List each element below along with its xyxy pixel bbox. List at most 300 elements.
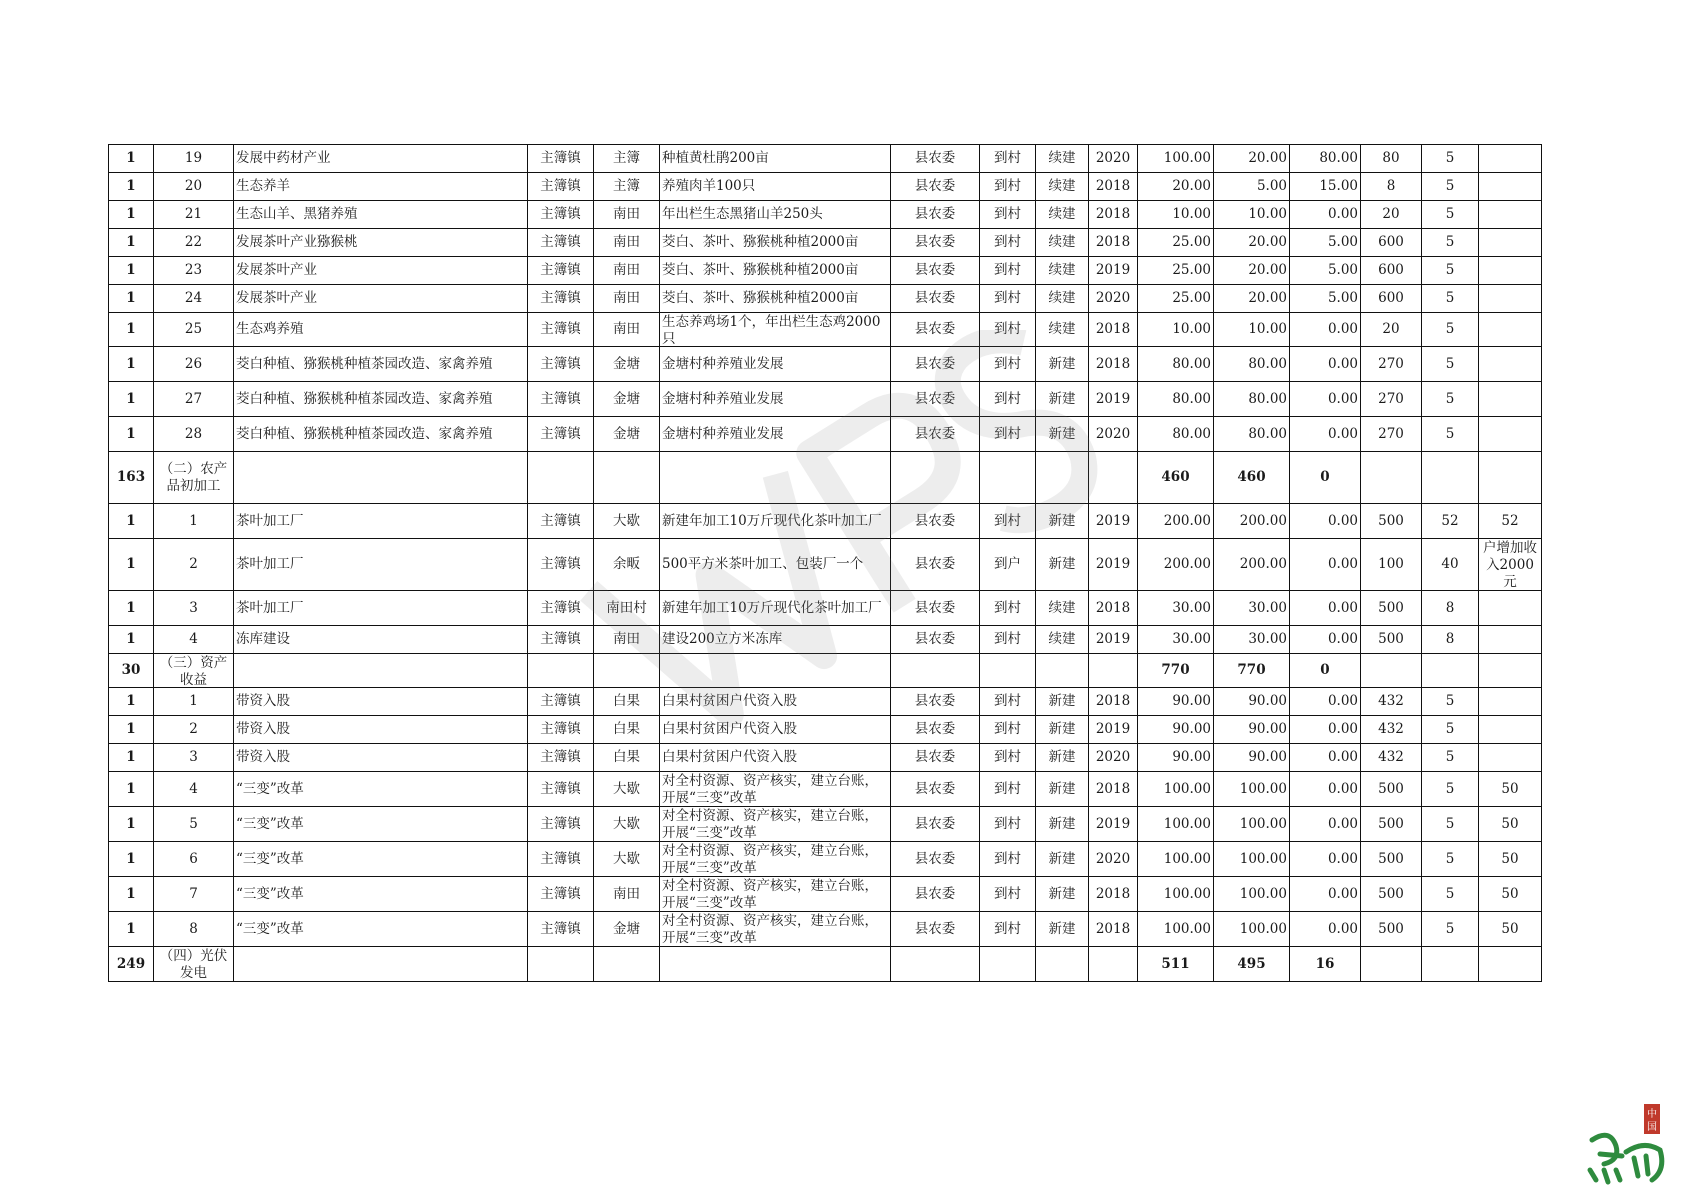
cell-text: 2020: [1095, 850, 1131, 867]
cell-seq: [154, 626, 234, 654]
cell-text: 主簿镇: [540, 721, 581, 737]
cell-text: 种植黄杜鹃200亩: [662, 150, 769, 166]
cell-town: [528, 504, 594, 539]
cell-text: 1: [126, 512, 136, 529]
cell-notes: [1479, 173, 1542, 201]
cell-status: [1036, 145, 1089, 173]
cell-text: 90.00: [1248, 749, 1287, 765]
cell-text: 5: [1445, 815, 1455, 832]
cell-target: [980, 285, 1036, 313]
cell-seq: [154, 688, 234, 716]
cell-count: [109, 539, 154, 591]
cell-count: [109, 452, 154, 504]
cell-text: 主簿: [613, 178, 640, 194]
cell-central-fund: [1214, 807, 1290, 842]
table-row: [109, 504, 1542, 539]
cell-village: [594, 688, 660, 716]
cell-count: [109, 173, 154, 201]
cell-count: [109, 912, 154, 947]
cell-count: [109, 145, 154, 173]
cell-beneficiaries: [1361, 229, 1422, 257]
cell-town: [528, 912, 594, 947]
cell-village: [594, 591, 660, 626]
cell-status: [1036, 842, 1089, 877]
cell-text: 1: [189, 512, 198, 529]
cell-text: 新建: [1048, 780, 1076, 797]
cell-text: 0.00: [1327, 850, 1358, 867]
cell-text: 460: [1237, 469, 1266, 485]
cell-poor-households: [1422, 877, 1479, 912]
cell-other-fund: [1290, 201, 1361, 229]
cell-department: [891, 145, 980, 173]
cell-text: 5.00: [1327, 262, 1358, 278]
cell-poor-households: [1422, 504, 1479, 539]
cell-text: 80.00: [1172, 425, 1211, 442]
cell-text: 200.00: [1163, 556, 1211, 572]
cell-text: 432: [1378, 693, 1404, 709]
cell-department: [891, 716, 980, 744]
cell-content: [660, 772, 891, 807]
cell-text: 15.00: [1319, 178, 1358, 194]
cell-text: 主簿镇: [540, 631, 581, 647]
cell-status: [1036, 417, 1089, 452]
cell-text: 县农委: [914, 780, 956, 797]
cell-total-investment: [1138, 626, 1214, 654]
cell-content: [660, 654, 891, 688]
cell-text: 2020: [1095, 150, 1131, 166]
cell-text: 茭白、茶叶、猕猴桃种植2000亩: [662, 290, 859, 306]
cell-text: 续建: [1048, 178, 1076, 194]
cell-notes: [1479, 257, 1542, 285]
cell-total-investment: [1138, 716, 1214, 744]
cell-poor-households: [1422, 257, 1479, 285]
cell-text: 2018: [1095, 885, 1131, 902]
cell-text: 0.00: [1327, 599, 1358, 616]
cell-year: [1089, 539, 1138, 591]
cell-department: [891, 201, 980, 229]
cell-text: 100.00: [1163, 780, 1211, 797]
cell-department: [891, 744, 980, 772]
cell-text: 主簿镇: [540, 234, 581, 250]
table-row: [109, 201, 1542, 229]
cell-text: 新建年加工10万斤现代化茶叶加工厂: [662, 512, 882, 529]
table-row: [109, 347, 1542, 382]
cell-village: [594, 772, 660, 807]
cell-text: 主簿镇: [540, 206, 581, 222]
cell-town: [528, 145, 594, 173]
cell-text: 新建: [1048, 425, 1076, 442]
cell-text: 3: [189, 749, 198, 765]
cell-text: 5: [1445, 178, 1455, 194]
cell-other-fund: [1290, 877, 1361, 912]
cell-count: [109, 626, 154, 654]
cell-text: 20.00: [1172, 178, 1211, 194]
cell-text: 发展茶叶产业猕猴桃: [236, 234, 358, 250]
cell-count: [109, 877, 154, 912]
cell-text: 到村: [994, 178, 1021, 194]
cell-village: [594, 173, 660, 201]
cell-count: [109, 772, 154, 807]
cell-text: 2018: [1095, 355, 1131, 372]
cell-text: 80.00: [1172, 355, 1211, 372]
table-row: [109, 912, 1542, 947]
cell-year: [1089, 912, 1138, 947]
cell-text: 新建: [1048, 850, 1076, 867]
cell-department: [891, 626, 980, 654]
china-guizhou-seal: [1582, 1100, 1674, 1186]
cell-text: 0.00: [1327, 425, 1358, 442]
cell-year: [1089, 201, 1138, 229]
cell-count: [109, 504, 154, 539]
cell-total-investment: [1138, 591, 1214, 626]
section-row: [109, 654, 1542, 688]
cell-text: 30.00: [1248, 599, 1287, 616]
cell-poor-households: [1422, 807, 1479, 842]
cell-text: 1: [126, 631, 136, 647]
table-row: [109, 285, 1542, 313]
cell-year: [1089, 716, 1138, 744]
cell-town: [528, 257, 594, 285]
cell-text: 30.00: [1172, 599, 1211, 616]
cell-text: 0.00: [1327, 390, 1358, 407]
cell-village: [594, 912, 660, 947]
cell-text: 5: [1445, 885, 1455, 902]
seal-char-1: 中: [1647, 1109, 1657, 1120]
cell-text: 南田: [613, 206, 640, 222]
cell-text: 500: [1378, 815, 1404, 832]
cell-beneficiaries: [1361, 744, 1422, 772]
cell-central-fund: [1214, 842, 1290, 877]
cell-content: [660, 626, 891, 654]
cell-poor-households: [1422, 744, 1479, 772]
cell-year: [1089, 347, 1138, 382]
cell-status: [1036, 772, 1089, 807]
cell-content: [660, 417, 891, 452]
cell-village: [594, 654, 660, 688]
cell-text: 新建: [1048, 355, 1076, 372]
cell-text: 2018: [1095, 780, 1131, 797]
cell-text: 8: [189, 920, 198, 937]
table-row: [109, 173, 1542, 201]
cell-other-fund: [1290, 229, 1361, 257]
cell-text: 200.00: [1239, 512, 1287, 529]
cell-project-name: [234, 716, 528, 744]
cell-text: 续建: [1048, 150, 1076, 166]
cell-seq: [154, 654, 234, 688]
cell-text: 20: [1382, 206, 1400, 222]
cell-text: 600: [1378, 290, 1404, 306]
cell-text: 新建: [1048, 721, 1076, 737]
cell-text: 270: [1378, 355, 1404, 372]
cell-text: 20.00: [1248, 290, 1287, 306]
cell-text: 到村: [994, 815, 1021, 832]
cell-central-fund: [1214, 452, 1290, 504]
cell-seq: [154, 382, 234, 417]
cell-text: 到村: [994, 262, 1021, 278]
cell-text: 大歇: [613, 850, 640, 867]
cell-poor-households: [1422, 539, 1479, 591]
cell-seq: [154, 417, 234, 452]
cell-text: 0.00: [1327, 693, 1358, 709]
cell-text: 100.00: [1239, 780, 1287, 797]
cell-text: 50: [1501, 780, 1519, 797]
cell-notes: [1479, 313, 1542, 347]
cell-text: 500: [1378, 885, 1404, 902]
cell-seq: [154, 947, 234, 982]
cell-project-name: [234, 347, 528, 382]
cell-town: [528, 877, 594, 912]
cell-count: [109, 842, 154, 877]
cell-text: 到村: [994, 234, 1021, 250]
cell-year: [1089, 313, 1138, 347]
cell-status: [1036, 744, 1089, 772]
cell-text: 县农委: [914, 150, 956, 166]
cell-text: 南田: [613, 262, 640, 278]
cell-text: 主簿镇: [540, 262, 581, 278]
table-row: [109, 145, 1542, 173]
cell-text: 500: [1378, 920, 1404, 937]
cell-text: 100.00: [1163, 885, 1211, 902]
cell-text: 主簿镇: [540, 321, 581, 337]
cell-village: [594, 452, 660, 504]
cell-text: 2020: [1095, 425, 1131, 442]
cell-notes: [1479, 229, 1542, 257]
cell-text: 2019: [1095, 631, 1131, 647]
table-row: [109, 688, 1542, 716]
cell-beneficiaries: [1361, 452, 1422, 504]
cell-central-fund: [1214, 173, 1290, 201]
cell-text: 26: [184, 355, 203, 372]
cell-text: 续建: [1048, 290, 1076, 306]
cell-village: [594, 947, 660, 982]
cell-text: 县农委: [914, 885, 956, 902]
cell-text: 0.00: [1327, 721, 1358, 737]
cell-status: [1036, 452, 1089, 504]
cell-text: 21: [184, 206, 203, 222]
cell-seq: [154, 173, 234, 201]
cell-project-name: [234, 539, 528, 591]
cell-text: 县农委: [914, 815, 956, 832]
cell-text: 500平方米茶叶加工、包装厂一个: [662, 556, 864, 572]
cell-department: [891, 417, 980, 452]
cell-text: 30.00: [1248, 631, 1287, 647]
cell-town: [528, 229, 594, 257]
cell-text: 1: [126, 815, 136, 832]
cell-notes: [1479, 452, 1542, 504]
cell-central-fund: [1214, 947, 1290, 982]
cell-text: 主簿镇: [540, 885, 581, 902]
cell-beneficiaries: [1361, 807, 1422, 842]
cell-text: （三）资产收益: [159, 654, 228, 687]
cell-content: [660, 744, 891, 772]
cell-text: 续建: [1048, 206, 1076, 222]
cell-text: 县农委: [914, 425, 956, 442]
cell-text: 金塘: [613, 390, 640, 407]
cell-village: [594, 313, 660, 347]
cell-target: [980, 145, 1036, 173]
cell-text: 县农委: [914, 262, 956, 278]
cell-other-fund: [1290, 347, 1361, 382]
cell-text: 到村: [994, 290, 1021, 306]
cell-text: 90.00: [1172, 721, 1211, 737]
cell-text: 7: [189, 885, 198, 902]
cell-total-investment: [1138, 145, 1214, 173]
cell-target: [980, 688, 1036, 716]
cell-total-investment: [1138, 504, 1214, 539]
cell-text: 主簿镇: [540, 815, 581, 832]
cell-text: 100: [1378, 556, 1404, 572]
cell-target: [980, 229, 1036, 257]
cell-text: 新建: [1048, 920, 1076, 937]
cell-text: 主簿镇: [540, 178, 581, 194]
cell-content: [660, 688, 891, 716]
cell-poor-households: [1422, 772, 1479, 807]
cell-text: 到村: [994, 850, 1021, 867]
cell-total-investment: [1138, 257, 1214, 285]
cell-text: 1: [126, 749, 136, 765]
cell-content: [660, 912, 891, 947]
cell-village: [594, 877, 660, 912]
cell-text: 县农委: [914, 290, 956, 306]
cell-text: 270: [1378, 390, 1404, 407]
cell-text: 500: [1378, 599, 1404, 616]
cell-text: 白果: [613, 693, 640, 709]
cell-text: 2020: [1095, 749, 1131, 765]
cell-beneficiaries: [1361, 504, 1422, 539]
cell-content: [660, 229, 891, 257]
cell-text: 1: [126, 885, 136, 902]
cell-text: 200.00: [1163, 512, 1211, 529]
cell-count: [109, 229, 154, 257]
cell-town: [528, 347, 594, 382]
cell-text: 5: [1445, 920, 1455, 937]
cell-text: 5: [1445, 290, 1455, 306]
cell-department: [891, 382, 980, 417]
cell-text: 发展茶叶产业: [236, 290, 317, 306]
cell-department: [891, 504, 980, 539]
cell-text: 1: [126, 262, 136, 278]
cell-text: 大歇: [613, 815, 640, 832]
cell-text: 8: [1445, 599, 1455, 616]
cell-seq: [154, 716, 234, 744]
cell-status: [1036, 285, 1089, 313]
cell-target: [980, 947, 1036, 982]
cell-text: 南田: [613, 234, 640, 250]
cell-status: [1036, 347, 1089, 382]
cell-text: 主簿镇: [540, 780, 581, 797]
cell-text: 10.00: [1172, 206, 1211, 222]
cell-total-investment: [1138, 452, 1214, 504]
cell-central-fund: [1214, 201, 1290, 229]
cell-text: 25.00: [1172, 290, 1211, 306]
cell-text: 生态山羊、黑猪养殖: [236, 206, 358, 222]
cell-central-fund: [1214, 539, 1290, 591]
cell-poor-households: [1422, 382, 1479, 417]
cell-text: 100.00: [1239, 885, 1287, 902]
cell-text: 1: [126, 599, 136, 616]
cell-total-investment: [1138, 539, 1214, 591]
cell-text: 年出栏生态黑猪山羊250头: [662, 206, 823, 222]
cell-text: 20: [1382, 321, 1400, 337]
cell-text: 到村: [994, 693, 1021, 709]
cell-text: 县农委: [914, 920, 956, 937]
cell-village: [594, 807, 660, 842]
cell-count: [109, 744, 154, 772]
cell-text: 4: [189, 631, 198, 647]
cell-other-fund: [1290, 417, 1361, 452]
cell-central-fund: [1214, 257, 1290, 285]
cell-target: [980, 912, 1036, 947]
cell-text: 续建: [1048, 599, 1076, 616]
cell-other-fund: [1290, 654, 1361, 688]
cell-seq: [154, 772, 234, 807]
cell-year: [1089, 772, 1138, 807]
cell-department: [891, 688, 980, 716]
seal-char-2: 国: [1647, 1122, 1657, 1133]
cell-beneficiaries: [1361, 285, 1422, 313]
cell-text: 2019: [1095, 390, 1131, 407]
cell-village: [594, 504, 660, 539]
project-table: [108, 144, 1542, 982]
cell-text: 白果村贫困户代资入股: [662, 693, 797, 709]
cell-text: 270: [1378, 425, 1404, 442]
cell-total-investment: [1138, 842, 1214, 877]
cell-notes: [1479, 539, 1542, 591]
cell-text: 10.00: [1248, 206, 1287, 222]
cell-text: 到村: [994, 780, 1021, 797]
cell-text: 主簿镇: [540, 425, 581, 442]
cell-text: 南田村: [606, 599, 647, 616]
cell-text: 1: [126, 234, 136, 250]
cell-poor-households: [1422, 417, 1479, 452]
cell-text: “三变”改革: [236, 920, 304, 937]
cell-beneficiaries: [1361, 173, 1422, 201]
cell-text: 户增加收入2000元: [1483, 539, 1537, 590]
cell-text: 0: [1320, 469, 1330, 485]
cell-year: [1089, 842, 1138, 877]
cell-text: 20.00: [1248, 234, 1287, 250]
cell-text: 5: [1445, 321, 1455, 337]
cell-text: 5: [1445, 850, 1455, 867]
cell-town: [528, 452, 594, 504]
cell-text: 5: [1445, 150, 1455, 166]
cell-count: [109, 313, 154, 347]
cell-count: [109, 947, 154, 982]
cell-project-name: [234, 807, 528, 842]
cell-notes: [1479, 654, 1542, 688]
cell-text: 南田: [613, 885, 640, 902]
cell-central-fund: [1214, 347, 1290, 382]
cell-text: 主簿镇: [540, 850, 581, 867]
cell-text: 2020: [1095, 290, 1131, 306]
cell-project-name: [234, 313, 528, 347]
cell-text: 600: [1378, 234, 1404, 250]
table-row: [109, 417, 1542, 452]
cell-text: 到村: [994, 920, 1021, 937]
cell-other-fund: [1290, 842, 1361, 877]
cell-project-name: [234, 842, 528, 877]
cell-text: 500: [1378, 631, 1404, 647]
cell-project-name: [234, 772, 528, 807]
cell-project-name: [234, 912, 528, 947]
cell-notes: [1479, 382, 1542, 417]
cell-text: 600: [1378, 262, 1404, 278]
cell-project-name: [234, 452, 528, 504]
cell-town: [528, 382, 594, 417]
cell-text: 25: [184, 321, 203, 337]
cell-text: 30.00: [1172, 631, 1211, 647]
cell-town: [528, 313, 594, 347]
